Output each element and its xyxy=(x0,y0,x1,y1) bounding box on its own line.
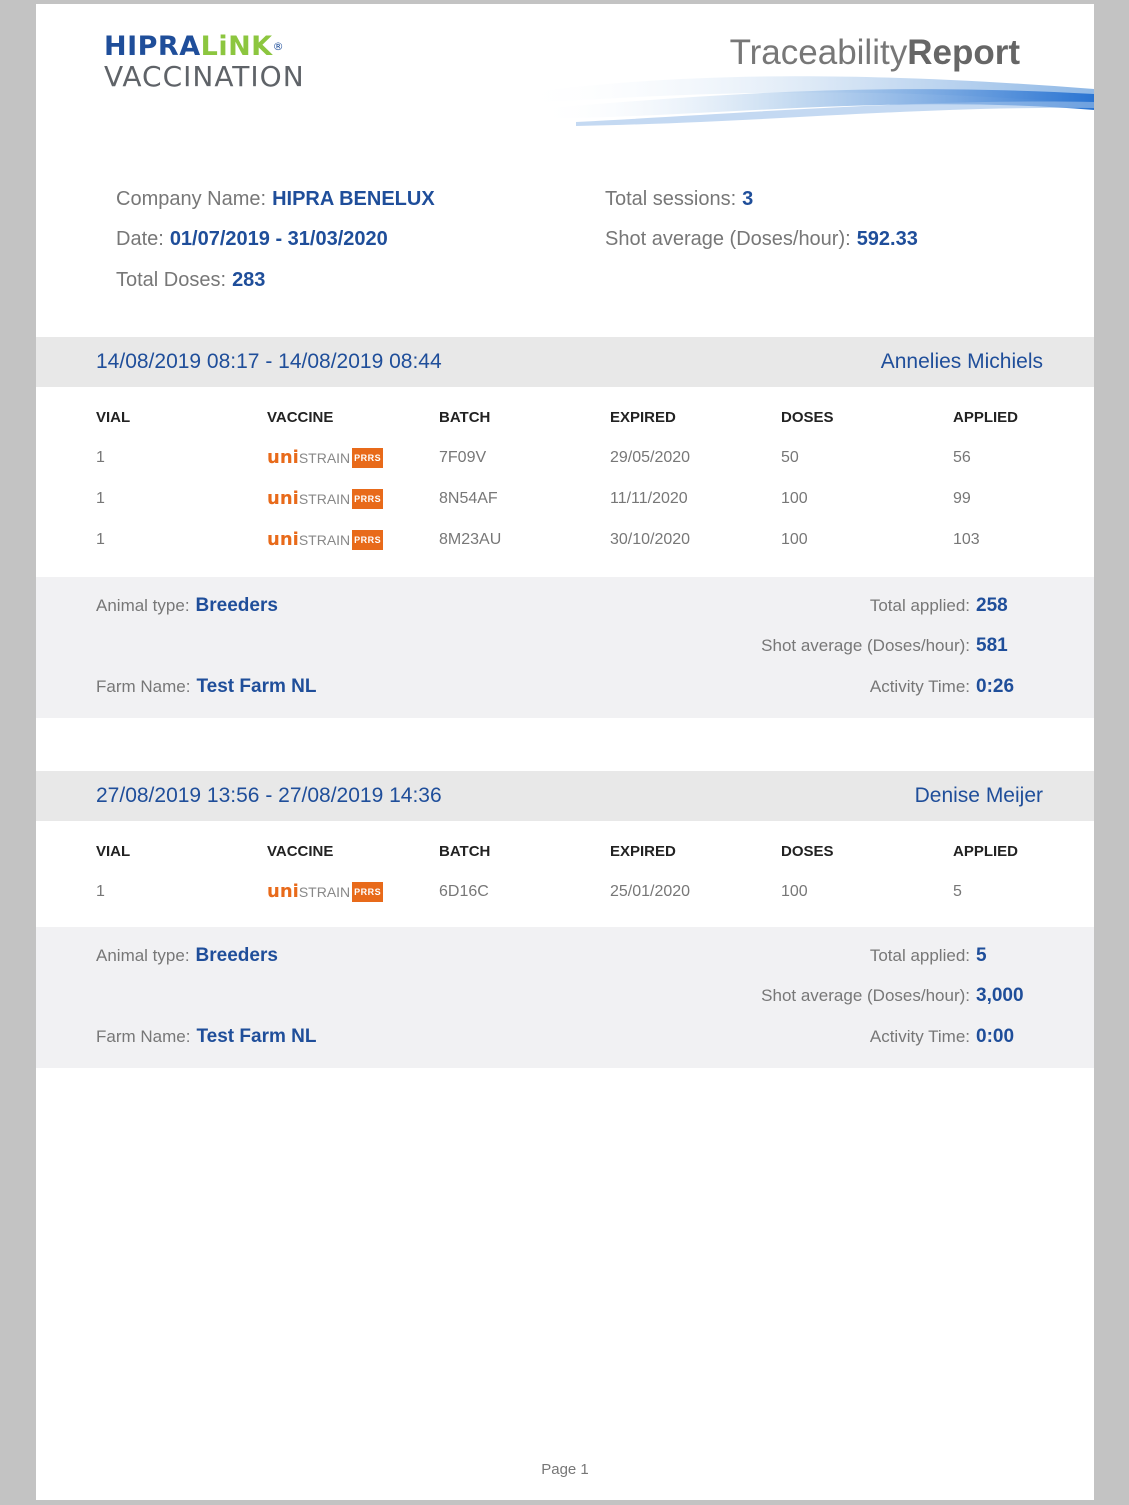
session-shot-average-label: Shot average (Doses/hour): xyxy=(761,986,970,1005)
logo-subtitle: VACCINATION xyxy=(104,60,305,93)
farm-name-value: Test Farm NL xyxy=(196,676,317,697)
col-vaccine: VACCINE xyxy=(267,843,334,860)
logo-strain: STRAIN xyxy=(298,884,351,900)
logo-hipra-text: HIPRA xyxy=(104,31,201,62)
cell-vial: 1 xyxy=(96,883,105,900)
session-shot-average xyxy=(761,985,1024,1007)
shot-average-label: Shot average (Doses/hour): xyxy=(605,228,851,250)
total-sessions-label: Total sessions: xyxy=(605,188,737,210)
total-doses-label: Total Doses: xyxy=(116,269,227,291)
cell-applied: 56 xyxy=(953,449,971,466)
animal-type-value: Breeders xyxy=(195,595,278,616)
total-applied-label: Total applied: xyxy=(869,946,970,965)
farm-name xyxy=(96,676,316,698)
session-footer xyxy=(36,927,1094,1068)
session-shot-average-value: 581 xyxy=(976,635,1008,656)
report-title-light: Traceability xyxy=(729,33,908,72)
cell-doses: 100 xyxy=(781,531,808,548)
col-batch: BATCH xyxy=(439,409,491,426)
summary-shot-average xyxy=(605,228,918,251)
total-doses-value: 283 xyxy=(232,269,266,291)
farm-name xyxy=(96,1026,316,1048)
hipralink-logo xyxy=(104,32,305,92)
session-user: Denise Meijer xyxy=(914,784,1043,807)
total-applied xyxy=(870,595,1024,617)
summary-total-sessions xyxy=(605,188,753,211)
logo-prrs: PRRS xyxy=(352,489,383,509)
cell-vial: 1 xyxy=(96,490,105,507)
col-expired: EXPIRED xyxy=(610,843,676,860)
session-shot-average-value: 3,000 xyxy=(976,985,1024,1006)
cell-expired: 11/11/2020 xyxy=(610,490,688,507)
cell-doses: 100 xyxy=(781,490,808,507)
logo-strain: STRAIN xyxy=(298,532,351,548)
session-range: 14/08/2019 08:17 - 14/08/2019 08:44 xyxy=(96,350,442,373)
report-title xyxy=(730,33,1020,73)
cell-applied: 99 xyxy=(953,490,971,507)
animal-type xyxy=(96,945,278,967)
logo-prrs: PRRS xyxy=(352,882,383,902)
cell-vial: 1 xyxy=(96,449,105,466)
logo-strain: STRAIN xyxy=(298,491,351,507)
farm-name-label: Farm Name: xyxy=(96,677,191,696)
unistrain-prrs-logo xyxy=(267,489,383,509)
logo-prrs: PRRS xyxy=(352,530,383,550)
cell-expired: 25/01/2020 xyxy=(610,883,691,900)
cell-batch: 8M23AU xyxy=(439,531,502,548)
activity-time-label: Activity Time: xyxy=(869,1027,970,1046)
activity-time-label: Activity Time: xyxy=(869,677,970,696)
logo-registered-mark: ® xyxy=(272,40,285,53)
logo-prrs: PRRS xyxy=(352,448,383,468)
session-shot-average xyxy=(761,635,1024,657)
total-applied xyxy=(870,945,1024,967)
session-header xyxy=(36,771,1094,821)
date-value: 01/07/2019 - 31/03/2020 xyxy=(169,228,388,250)
cell-doses: 100 xyxy=(781,883,808,900)
page-number: Page 1 xyxy=(541,1461,589,1478)
shot-average-value: 592.33 xyxy=(856,228,918,250)
cell-batch: 8N54AF xyxy=(439,490,498,507)
col-applied: APPLIED xyxy=(953,843,1019,860)
activity-time xyxy=(870,676,1024,698)
col-doses: DOSES xyxy=(781,843,834,860)
activity-time-value: 0:00 xyxy=(976,1026,1015,1047)
total-applied-value: 5 xyxy=(976,945,987,966)
unistrain-prrs-logo xyxy=(267,882,383,902)
logo-link-text: LiNK xyxy=(200,31,273,62)
session-user: Annelies Michiels xyxy=(880,350,1043,373)
farm-name-value: Test Farm NL xyxy=(196,1026,317,1047)
summary-date xyxy=(116,228,388,251)
animal-type-label: Animal type: xyxy=(96,596,190,615)
col-vial: VIAL xyxy=(96,843,131,860)
col-applied: APPLIED xyxy=(953,409,1019,426)
animal-type-value: Breeders xyxy=(195,945,278,966)
logo-uni: uni xyxy=(267,488,299,509)
cell-expired: 29/05/2020 xyxy=(610,449,691,466)
cell-vial: 1 xyxy=(96,531,105,548)
unistrain-prrs-logo xyxy=(267,448,383,468)
animal-type xyxy=(96,595,278,617)
cell-batch: 7F09V xyxy=(439,449,487,466)
activity-time-value: 0:26 xyxy=(976,676,1015,697)
company-value: HIPRA BENELUX xyxy=(272,188,435,210)
farm-name-label: Farm Name: xyxy=(96,1027,191,1046)
animal-type-label: Animal type: xyxy=(96,946,190,965)
report-page xyxy=(36,4,1094,1500)
total-sessions-value: 3 xyxy=(742,188,754,210)
decorative-wave xyxy=(516,64,1094,139)
session-header xyxy=(36,337,1094,387)
logo-wordmark xyxy=(104,32,305,62)
col-expired: EXPIRED xyxy=(610,409,676,426)
summary-total-doses xyxy=(116,269,265,292)
cell-expired: 30/10/2020 xyxy=(610,531,691,548)
col-vaccine: VACCINE xyxy=(267,409,334,426)
cell-applied: 103 xyxy=(953,531,980,548)
session-footer xyxy=(36,577,1094,718)
total-applied-value: 258 xyxy=(976,595,1008,616)
report-title-bold: Report xyxy=(907,33,1020,72)
summary-company xyxy=(116,188,435,211)
session-range: 27/08/2019 13:56 - 27/08/2019 14:36 xyxy=(96,784,442,807)
logo-strain: STRAIN xyxy=(298,450,351,466)
col-batch: BATCH xyxy=(439,843,491,860)
logo-uni: uni xyxy=(267,881,299,902)
activity-time xyxy=(870,1026,1024,1048)
date-label: Date: xyxy=(116,228,164,250)
company-label: Company Name: xyxy=(116,188,267,210)
cell-applied: 5 xyxy=(953,883,962,900)
logo-uni: uni xyxy=(267,447,299,468)
total-applied-label: Total applied: xyxy=(869,596,970,615)
logo-uni: uni xyxy=(267,529,299,550)
col-vial: VIAL xyxy=(96,409,131,426)
session-shot-average-label: Shot average (Doses/hour): xyxy=(761,636,970,655)
col-doses: DOSES xyxy=(781,409,834,426)
cell-doses: 50 xyxy=(781,449,799,466)
cell-batch: 6D16C xyxy=(439,883,489,900)
unistrain-prrs-logo xyxy=(267,530,383,550)
